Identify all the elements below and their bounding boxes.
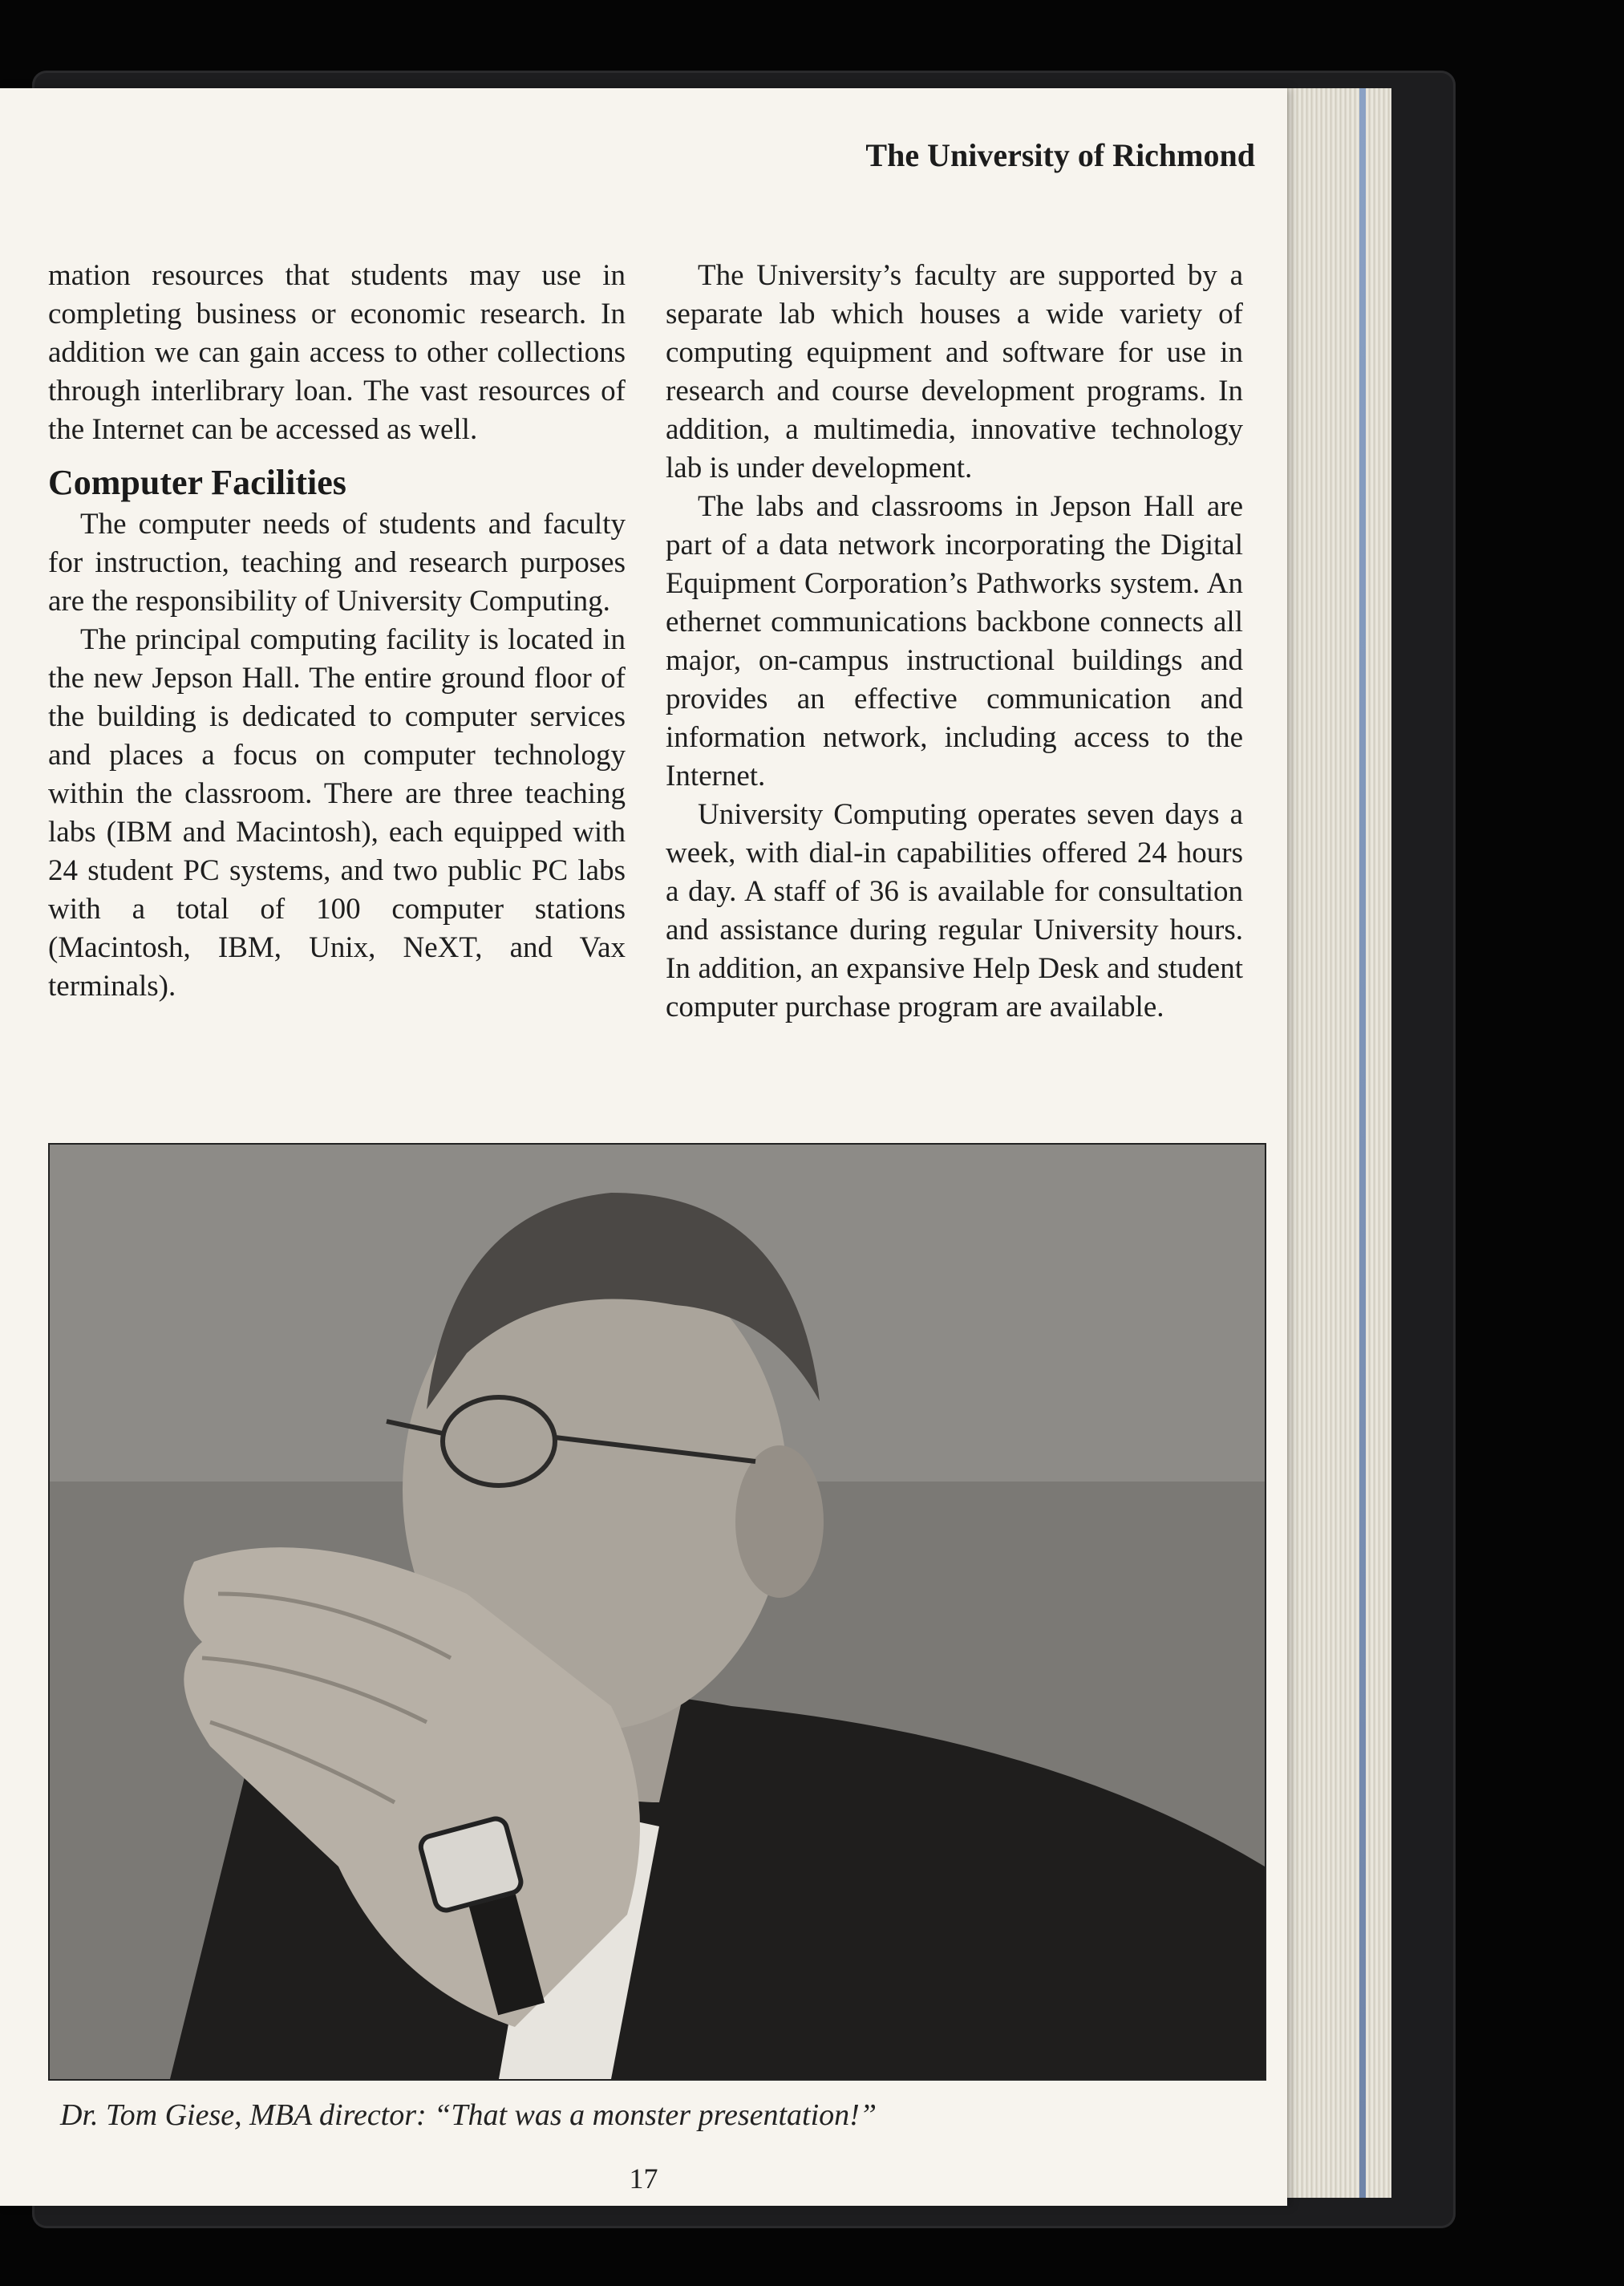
photo-caption: Dr. Tom Giese, MBA director: “That was a monster presentation!”	[60, 2098, 877, 2132]
right-paragraph-1: The University’s faculty are supported by a separate lab which houses a wide variety of computing equipment and software for use in research and course development programs. In addition, a multimedia, innovative technology lab is under development.	[666, 259, 1243, 484]
left-column	[48, 257, 626, 1006]
book-page	[0, 88, 1287, 2206]
left-paragraph-2: The computer needs of students and faculty for instruction, teaching and research purposes are the responsibility of University Computing.	[48, 508, 626, 618]
right-column	[666, 257, 1243, 1027]
running-head: The University of Richmond	[865, 137, 1255, 173]
right-paragraph-2: The labs and classrooms in Jepson Hall are part of a data network incorporating the Digital Equipment Corporation’s Pathworks system. An ethernet communications backbone connects all major, on-campus instructional buildings and provides an effective communication and information network, including access to the Internet.	[666, 490, 1243, 792]
portrait-illustration	[50, 1145, 1265, 2079]
right-paragraph-3: University Computing operates seven days a week, with dial-in capabilities offered 24 hours a day. A staff of 36 is available for consultation and assistance during regular University hours. In addition, an expansive Help Desk and student computer purchase program are available.	[666, 798, 1243, 1023]
page-edges	[1283, 88, 1391, 2198]
left-paragraph-1: mation resources that students may use in completing business or economic research. In addition we can gain access to other collections through interlibrary loan. The vast resources of the Internet can be accessed as well.	[48, 259, 626, 446]
left-paragraph-3: The principal computing facility is located in the new Jepson Hall. The entire ground floor of the building is dedicated to computer services and places a focus on computer technology within the classroom. There are three teaching labs (IBM and Macintosh), each equipped with 24 student PC systems, and two public PC labs with a total of 100 computer stations (Macintosh, IBM, Unix, NeXT, and Vax terminals).	[48, 623, 626, 1003]
page-number: 17	[629, 2162, 658, 2195]
section-heading: Computer Facilities	[48, 463, 346, 502]
portrait-photo	[48, 1143, 1266, 2081]
